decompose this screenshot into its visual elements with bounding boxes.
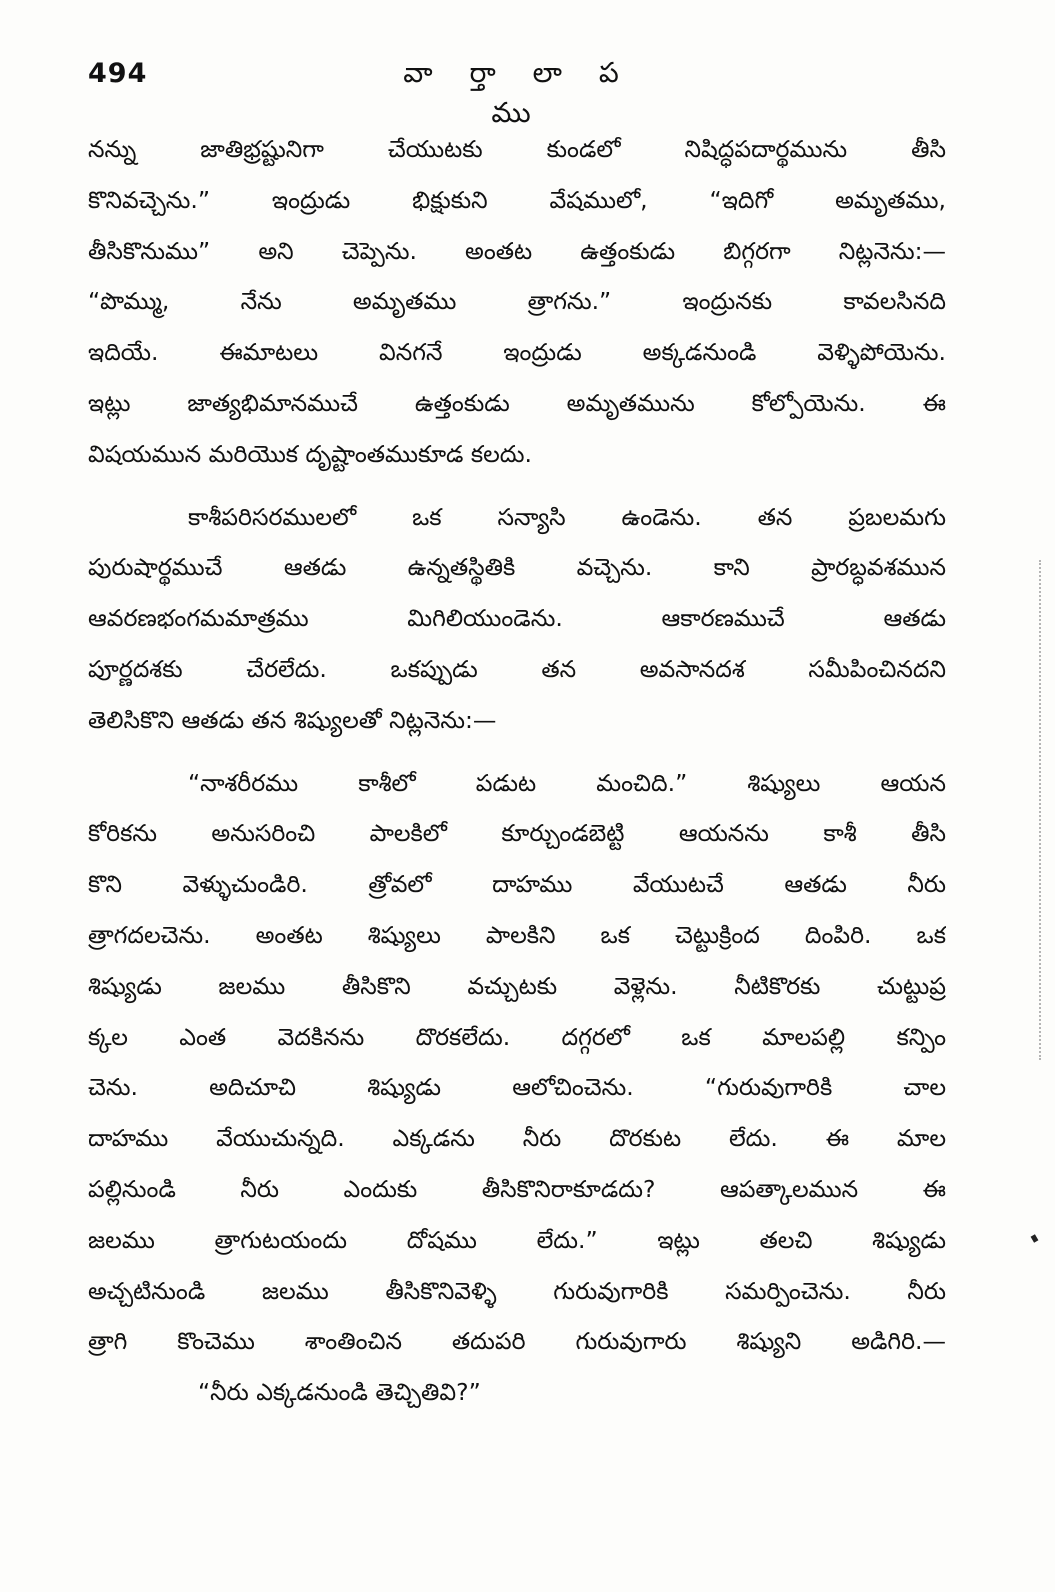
running-title: వా ర్తా లా ప ము bbox=[403, 56, 633, 129]
text-line: దాహము వేయుచున్నది. ఎక్కడను నీరు దొరకుట లేదు. ఈ మాల bbox=[88, 1124, 946, 1153]
text-line: చెను. అదిచూచి శిష్యుడు ఆలోచించెను. “గురువుగారికి చాల bbox=[88, 1073, 946, 1102]
text-line: త్రాగదలచెను. అంతట శిష్యులు పాలకిని ఒక చెట్టుక్రింద దింపిరి. ఒక bbox=[88, 920, 946, 949]
text-line: నన్ను జాతిభ్రష్టునిగా చేయుటకు కుండలో నిషిద్ధపదార్థమును తీసి bbox=[88, 135, 946, 163]
text-line: కాశీపరిసరములలో ఒక సన్యాసి ఉండెను. తన ప్రబలమగు bbox=[188, 502, 946, 531]
text-line: తీసికొనుము” అని చెప్పెను. అంతట ఉత్తంకుడు బిగ్గరగా నిట్లనెను:— bbox=[88, 236, 946, 265]
text-line: పురుషార్థముచే ఆతడు ఉన్నతస్థితికి వచ్చెను. కాని ప్రారబ్ధవశమున bbox=[88, 553, 946, 582]
text-line: ఇదియే. ఈమాటలు వినగనే ఇంద్రుడు అక్కడనుండి వెళ్ళిపోయెను. bbox=[88, 338, 946, 367]
text-line: ఆవరణభంగమమాత్రము మిగిలియుండెను. ఆకారణముచే ఆతడు bbox=[88, 604, 946, 633]
text-line: పూర్ణదశకు చేరలేదు. ఒకప్పుడు తన అవసానదశ సమీపించినదని bbox=[88, 654, 946, 683]
body-text bbox=[88, 124, 946, 1418]
page-header bbox=[88, 52, 948, 129]
text-line: “నీరు ఎక్కడనుండి తెచ్చితివి?” bbox=[198, 1378, 481, 1407]
text-line: కొనివచ్చెను.” ఇంద్రుడు భిక్షుకుని వేషములో, “ఇదిగో అమృతము, bbox=[88, 185, 946, 214]
text-line: శిష్యుడు జలము తీసికొని వచ్చుటకు వెళ్లెను. నీటికొరకు చుట్టుప్ర bbox=[88, 971, 946, 1000]
scan-edge-marks bbox=[1037, 560, 1041, 1060]
text-line: కొని వెళ్ళుచుండిరి. త్రోవలో దాహము వేయుటచే ఆతడు నీరు bbox=[88, 870, 946, 899]
text-line: అచ్చటినుండి జలము తీసికొనివెళ్ళి గురువుగారికి సమర్పించెను. నీరు bbox=[88, 1276, 946, 1305]
paragraph bbox=[88, 124, 946, 480]
text-line: తెలిసికొని ఆతడు తన శిష్యులతో నిట్లనెను:— bbox=[88, 705, 497, 734]
page-number: 494 bbox=[88, 58, 148, 89]
text-line: “పొమ్ము, నేను అమృతము త్రాగను.” ఇంద్రునకు కావలసినది bbox=[88, 287, 946, 316]
paragraph bbox=[88, 492, 946, 746]
text-line: విషయమున మరియొక దృష్టాంతముకూడ కలదు. bbox=[88, 439, 532, 468]
text-line: త్రాగి కొంచెము శాంతించిన తదుపరి గురువుగారు శిష్యుని అడిగిరి.— bbox=[88, 1327, 946, 1356]
text-line: క్కల ఎంత వెదకినను దొరకలేదు. దగ్గరలో ఒక మాలపల్లి కన్పిం bbox=[88, 1022, 946, 1051]
text-line: కోరికను అనుసరించి పాలకిలో కూర్చుండబెట్టి ఆయనను కాశీ తీసి bbox=[88, 819, 946, 848]
text-line: పల్లినుండి నీరు ఎందుకు తీసికొనిరాకూడదు? ఆపత్కాలమున ఈ bbox=[88, 1174, 946, 1203]
text-line: “నాశరీరము కాశీలో పడుట మంచిది.” శిష్యులు ఆయన bbox=[188, 768, 946, 797]
text-line: ఇట్లు జాత్యభిమానముచే ఉత్తంకుడు అమృతమును కోల్పోయెను. ఈ bbox=[88, 388, 946, 417]
paragraph bbox=[88, 1367, 946, 1418]
scan-speck bbox=[1031, 1234, 1039, 1243]
paragraph bbox=[88, 758, 946, 1368]
text-line: జలము త్రాగుటయందు దోషము లేదు.” ఇట్లు తలచి శిష్యుడు bbox=[88, 1225, 946, 1254]
